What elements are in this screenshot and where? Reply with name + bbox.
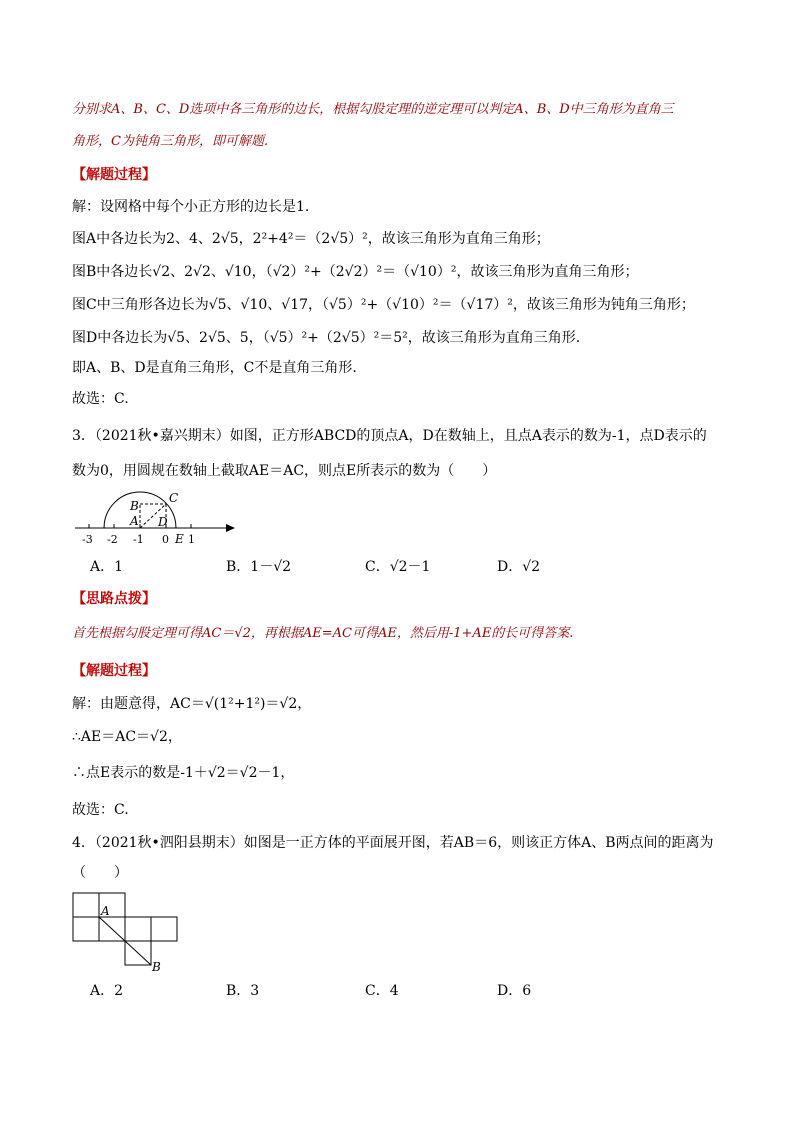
solution-line: 故选：C.	[72, 391, 129, 407]
solution-line: 即A、B、D是直角三角形，C不是直角三角形.	[72, 360, 357, 376]
point-label-d: D	[158, 515, 168, 529]
point-label-a: A	[130, 514, 139, 528]
number-line-figure	[70, 488, 250, 550]
option-a[interactable]: A．1	[90, 559, 124, 575]
tick-label: 0	[162, 533, 169, 546]
option-c[interactable]: C．√2－1	[365, 559, 431, 575]
tick-label: -1	[133, 533, 144, 546]
net-square	[73, 893, 99, 917]
net-square	[125, 917, 151, 941]
solution-line: 故选：C.	[72, 802, 129, 818]
tick-label: -2	[107, 533, 118, 546]
solution-line: ∴点E表示的数是-1＋√2＝√2－1，	[72, 765, 295, 781]
point-label-c: C	[169, 491, 179, 505]
option-d[interactable]: D．√2	[497, 559, 541, 575]
tick-label: -3	[82, 533, 93, 546]
point-label-e: E	[175, 532, 184, 546]
solution-line: 图A中各边长为2、4、2√5，2²+4²＝（2√5）²，故该三角形为直角三角形；	[72, 231, 550, 247]
solution-line: 图C中三角形各边长为√5、√10、√17，（√5）²+（√10）²＝（√17）²，故该三角形为钝角三角形；	[72, 297, 695, 313]
net-square	[151, 917, 177, 941]
hint-text-line: 首先根据勾股定理可得AC＝√2，再根据AE=AC可得AE，然后用-1+AE的长可得答案.	[72, 626, 574, 641]
option-a[interactable]: A．2	[90, 983, 124, 999]
solution-line: 解：设网格中每个小正方形的边长是1.	[72, 199, 310, 215]
solution-line: 图D中各边长为√5、2√5、5，（√5）²+（2√5）²＝5²，故该三角形为直角三角形.	[72, 330, 581, 346]
question-3-text: 数为0，用圆规在数轴上截取AE＝AC，则点E所表示的数为（ ）	[72, 463, 497, 479]
axis-arrow	[226, 524, 235, 532]
hint-text-line: 角形，C为钝角三角形，即可解题.	[72, 134, 269, 149]
point-label-a: A	[101, 904, 110, 918]
solution-line: ∴AE＝AC＝√2，	[72, 729, 182, 745]
hint-heading: 【思路点拨】	[72, 591, 156, 607]
question-4-text: 4．（2021秋•泗阳县期末）如图是一正方体的平面展开图，若AB＝6，则该正方体A、B两点间的距离为	[72, 835, 714, 851]
option-b[interactable]: B．1－√2	[226, 559, 292, 575]
option-d[interactable]: D．6	[497, 983, 532, 999]
solution-line: 解：由题意得，AC＝√(1²+1²)＝√2，	[72, 696, 312, 712]
cube-net-figure	[70, 890, 185, 972]
point-label-b: B	[152, 960, 161, 972]
hint-text-line: 分别求A、B、C、D选项中各三角形的边长，根据勾股定理的逆定理可以判定A、B、D中三角形为直角三	[72, 102, 674, 117]
option-b[interactable]: B．3	[226, 983, 260, 999]
option-c[interactable]: C．4	[365, 983, 399, 999]
solution-heading: 【解题过程】	[72, 167, 156, 183]
question-4-text: （ ）	[72, 865, 128, 881]
net-square	[73, 917, 99, 941]
point-label-b: B	[130, 499, 139, 513]
question-3-text: 3．（2021秋•嘉兴期末）如图，正方形ABCD的顶点A，D在数轴上，且点A表示的数为-1，点D表示的	[72, 428, 707, 444]
solution-line: 图B中各边长√2、2√2、√10，（√2）²+（2√2）²＝（√10）²，故该三角形为直角三角形；	[72, 264, 639, 280]
tick-label: 1	[188, 533, 195, 546]
solution-heading: 【解题过程】	[72, 663, 156, 679]
